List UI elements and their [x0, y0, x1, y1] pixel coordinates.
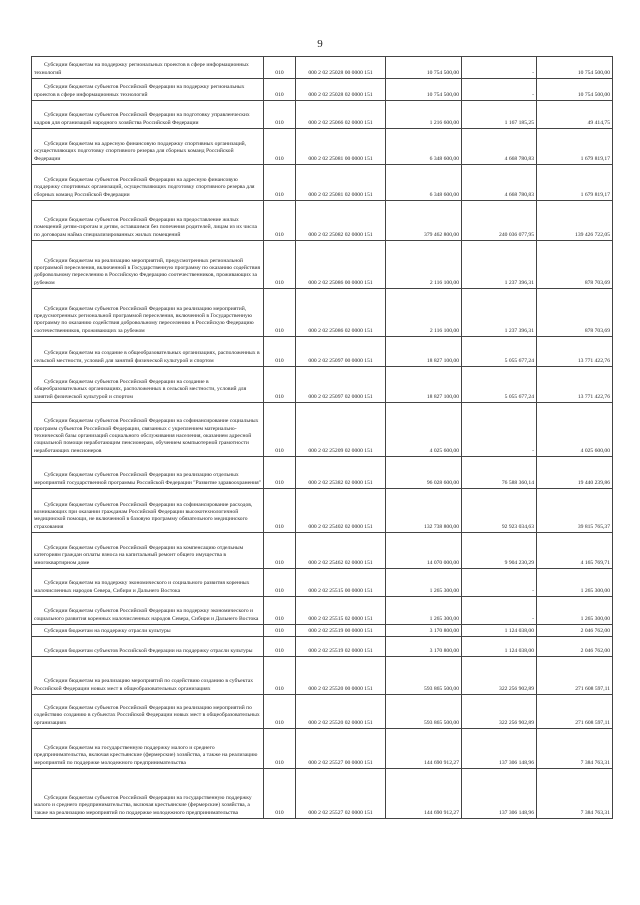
row-executed-amount-cell [462, 533, 537, 569]
table-row [32, 79, 613, 101]
row-line-code-cell [264, 403, 296, 457]
row-budget-code-cell [296, 729, 386, 769]
row-name: Субсидии бюджетам на поддержку экономического и социального развития коренных малочисленных народов Севера, Сибири и Дальнего Востока [34, 580, 250, 594]
row-unexecuted-amount-cell [537, 729, 613, 769]
row-executed-amount: 5 055 677,24 [504, 393, 534, 400]
row-approved-amount-cell [386, 695, 462, 729]
table-row [32, 533, 613, 569]
row-budget-code-cell [296, 769, 386, 819]
row-name-cell [32, 769, 264, 819]
row-approved-amount-cell [386, 289, 462, 337]
row-executed-amount-cell [462, 367, 537, 403]
table-row [32, 403, 613, 457]
table-row [32, 657, 613, 695]
row-budget-code: 000 2 02 25066 02 0000 151 [308, 119, 373, 126]
row-unexecuted-amount-cell [537, 57, 613, 79]
row-unexecuted-amount-cell [537, 101, 613, 129]
row-executed-amount: 240 036 077,95 [499, 231, 534, 238]
row-line-code: 010 [275, 191, 284, 198]
row-approved-amount: 2 116 100,00 [429, 327, 459, 334]
row-name: Субсидия бюджетам на поддержку отрасли культуры [44, 627, 171, 634]
row-line-code: 010 [275, 627, 284, 634]
row-name-cell [32, 241, 264, 289]
row-executed-amount: - [532, 447, 534, 454]
row-name: Субсидии бюджетам субъектов Российской Федерации на софинансирование расходов, возникающих при оказании гражданам Российской Федерации высокотехнологичной медицинской помощи, не включенной в базовую программу обязательного медицинского страхования [34, 501, 253, 530]
row-name: Субсидии бюджетам субъектов Российской Федерации на предоставление жилых помещений детям-сиротам и детям, оставшимся без попечения родителей, лицам из их числа по договорам найма специализированных жилых помещений [34, 216, 257, 238]
row-approved-amount-cell [386, 769, 462, 819]
row-unexecuted-amount-cell [537, 533, 613, 569]
row-approved-amount: 4 025 600,00 [429, 447, 459, 454]
table-row [32, 625, 613, 637]
row-name-cell [32, 129, 264, 165]
row-budget-code-cell [296, 457, 386, 489]
row-budget-code: 000 2 02 25520 02 0000 151 [308, 719, 373, 726]
table-row [32, 57, 613, 79]
row-budget-code-cell [296, 569, 386, 597]
row-budget-code-cell [296, 79, 386, 101]
row-approved-amount-cell [386, 489, 462, 533]
row-approved-amount-cell [386, 201, 462, 241]
row-approved-amount: 6 348 600,00 [429, 191, 459, 198]
row-name-cell [32, 625, 264, 637]
row-approved-amount: 10 754 500,00 [426, 69, 459, 76]
row-name-cell [32, 165, 264, 201]
row-approved-amount-cell [386, 457, 462, 489]
row-executed-amount-cell [462, 337, 537, 367]
row-line-code: 010 [275, 759, 284, 766]
row-budget-code: 000 2 02 25527 00 0000 151 [308, 759, 373, 766]
row-line-code-cell [264, 625, 296, 637]
row-approved-amount-cell [386, 657, 462, 695]
row-approved-amount-cell [386, 241, 462, 289]
row-unexecuted-amount: 10 754 500,00 [577, 69, 610, 76]
row-approved-amount: 593 865 500,00 [424, 719, 459, 726]
row-approved-amount: 379 462 800,00 [424, 231, 459, 238]
table-row [32, 569, 613, 597]
row-name-cell [32, 337, 264, 367]
row-name-cell [32, 695, 264, 729]
row-approved-amount-cell [386, 533, 462, 569]
row-unexecuted-amount-cell [537, 337, 613, 367]
table-row [32, 489, 613, 533]
row-approved-amount-cell [386, 165, 462, 201]
row-line-code-cell [264, 569, 296, 597]
row-executed-amount-cell [462, 241, 537, 289]
row-unexecuted-amount-cell [537, 625, 613, 637]
row-budget-code: 000 2 02 25527 02 0000 151 [308, 809, 373, 816]
row-budget-code-cell [296, 597, 386, 625]
row-unexecuted-amount-cell [537, 129, 613, 165]
row-budget-code: 000 2 02 25519 00 0000 151 [308, 627, 373, 634]
row-name: Субсидии бюджетам субъектов Российской Федерации на создание в общеобразовательных организациях, расположенных в сельской местности, условий для занятий физической культурой и спортом [34, 378, 247, 400]
row-line-code-cell [264, 337, 296, 367]
row-name-cell [32, 489, 264, 533]
row-line-code-cell [264, 637, 296, 657]
row-name: Субсидии бюджетам субъектов Российской Федерации на компенсацию отдельным категориям граждан оплаты взноса на капитальный ремонт общего имущества в многоквартирном доме [34, 544, 244, 566]
row-budget-code-cell [296, 57, 386, 79]
row-name: Субсидии бюджетам субъектов Российской Федерации на реализацию мероприятий, предусмотренных региональной программой переселения, включенной в Государственную программу по оказанию содействия добровольному переселению в Российскую Федерацию соотечественников, проживающих за рубежом [34, 305, 254, 334]
row-budget-code: 000 2 02 25515 00 0000 151 [308, 587, 373, 594]
row-name-cell [32, 79, 264, 101]
row-unexecuted-amount-cell [537, 367, 613, 403]
row-unexecuted-amount: 4 025 600,00 [580, 447, 610, 454]
row-name: Субсидии бюджетам на адресную финансовую поддержку спортивных организаций, осуществляющих подготовку спортивного резерва для сборных команд Российской Федерации [34, 140, 247, 162]
row-executed-amount-cell [462, 769, 537, 819]
row-budget-code: 000 2 02 25382 02 0000 151 [308, 479, 373, 486]
row-executed-amount-cell [462, 79, 537, 101]
row-budget-code-cell [296, 289, 386, 337]
row-name: Субсидии бюджетам на поддержку региональных проектов в сфере информационных технологий [34, 62, 249, 76]
row-executed-amount: 322 256 902,89 [499, 719, 534, 726]
row-executed-amount: 76 588 360,14 [501, 479, 534, 486]
row-line-code-cell [264, 367, 296, 403]
row-budget-code-cell [296, 337, 386, 367]
row-approved-amount: 144 690 912,27 [424, 759, 459, 766]
row-budget-code: 000 2 02 25028 00 0000 151 [308, 69, 373, 76]
row-line-code-cell [264, 769, 296, 819]
row-executed-amount-cell [462, 129, 537, 165]
row-budget-code-cell [296, 241, 386, 289]
row-executed-amount-cell [462, 695, 537, 729]
row-executed-amount-cell [462, 201, 537, 241]
row-approved-amount-cell [386, 625, 462, 637]
row-line-code: 010 [275, 69, 284, 76]
table-row [32, 165, 613, 201]
row-budget-code: 000 2 02 25209 02 0000 151 [308, 447, 373, 454]
row-line-code-cell [264, 533, 296, 569]
row-unexecuted-amount: 878 703,69 [584, 327, 610, 334]
row-executed-amount: 1 124 038,00 [504, 647, 534, 654]
row-executed-amount: 1 237 396,31 [504, 327, 534, 334]
table-row [32, 367, 613, 403]
row-budget-code-cell [296, 101, 386, 129]
row-budget-code: 000 2 02 25081 02 0000 151 [308, 191, 373, 198]
row-budget-code: 000 2 02 25097 02 0000 151 [308, 393, 373, 400]
row-unexecuted-amount: 271 608 597,11 [575, 719, 610, 726]
row-budget-code-cell [296, 201, 386, 241]
row-executed-amount: 1 167 185,25 [504, 119, 534, 126]
table-row [32, 597, 613, 625]
row-approved-amount-cell [386, 637, 462, 657]
row-line-code-cell [264, 289, 296, 337]
row-executed-amount-cell [462, 289, 537, 337]
row-unexecuted-amount-cell [537, 165, 613, 201]
row-unexecuted-amount: 4 165 769,71 [580, 559, 610, 566]
row-executed-amount-cell [462, 165, 537, 201]
row-approved-amount: 10 754 500,00 [426, 91, 459, 98]
row-unexecuted-amount: 19 440 239,86 [577, 479, 610, 486]
row-name-cell [32, 57, 264, 79]
row-approved-amount: 3 170 800,00 [429, 627, 459, 634]
row-name: Субсидии бюджетам субъектов Российской Федерации на адресную финансовую поддержку спортивных организаций, осуществляющих подготовку спортивного резерва для сборных команд Российской Федерации [34, 176, 255, 198]
table-row [32, 695, 613, 729]
row-line-code: 010 [275, 809, 284, 816]
row-line-code: 010 [275, 155, 284, 162]
row-budget-code-cell [296, 695, 386, 729]
row-approved-amount-cell [386, 101, 462, 129]
row-unexecuted-amount-cell [537, 657, 613, 695]
row-name: Субсидия бюджетам субъектов Российской Федерации на поддержку отрасли культуры [44, 647, 253, 654]
row-name: Субсидии бюджетам субъектов Российской Федерации на софинансирование социальных программ субъектов Российской Федерации, связанных с укреплением материально-технической базы организаций социального обслуживания населения, оказанием адресной социальной помощи неработающим пенсионерам, обучением компьютерной грамотности неработающих пенсионеров [34, 418, 259, 454]
row-line-code: 010 [275, 119, 284, 126]
row-budget-code: 000 2 02 25515 02 0000 151 [308, 615, 373, 622]
row-budget-code: 000 2 02 25462 02 0000 151 [308, 559, 373, 566]
row-line-code: 010 [275, 719, 284, 726]
table-row [32, 337, 613, 367]
row-unexecuted-amount-cell [537, 489, 613, 533]
row-approved-amount: 2 116 100,00 [429, 279, 459, 286]
row-budget-code-cell [296, 489, 386, 533]
table-body [32, 57, 613, 819]
table-row [32, 289, 613, 337]
row-unexecuted-amount-cell [537, 569, 613, 597]
row-unexecuted-amount: 7 384 763,31 [580, 809, 610, 816]
row-approved-amount: 96 028 600,00 [426, 479, 459, 486]
row-line-code: 010 [275, 479, 284, 486]
row-name-cell [32, 457, 264, 489]
row-line-code: 010 [275, 91, 284, 98]
row-executed-amount-cell [462, 101, 537, 129]
row-line-code-cell [264, 457, 296, 489]
row-unexecuted-amount-cell [537, 79, 613, 101]
row-executed-amount-cell [462, 569, 537, 597]
row-name: Субсидии бюджетам на реализацию мероприятий, предусмотренных региональной программой переселения, включенной в Государственную программу по оказанию содействия добровольному переселению в Российскую Федерацию соотечественников, проживающих за рубежом [34, 257, 261, 286]
row-unexecuted-amount: 13 771 422,76 [577, 393, 610, 400]
row-approved-amount-cell [386, 129, 462, 165]
row-budget-code: 000 2 02 25086 00 0000 151 [308, 279, 373, 286]
row-name: Субсидии бюджетам субъектов Российской Федерации на поддержку экономического и социального развития коренных малочисленных народов Севера, Сибири и Дальнего Востока [34, 608, 259, 622]
row-unexecuted-amount: 1 679 819,17 [580, 155, 610, 162]
row-line-code-cell [264, 657, 296, 695]
row-unexecuted-amount: 49 414,75 [587, 119, 610, 126]
row-executed-amount: 5 055 677,24 [504, 357, 534, 364]
row-line-code-cell [264, 489, 296, 533]
row-name: Субсидии бюджетам субъектов Российской Федерации на реализацию отдельных мероприятий государственной программы Российской Федерации "Развитие здравоохранения" [34, 472, 261, 486]
row-approved-amount: 132 738 800,00 [424, 523, 459, 530]
row-unexecuted-amount-cell [537, 241, 613, 289]
row-unexecuted-amount-cell [537, 201, 613, 241]
row-executed-amount: 137 306 148,96 [499, 809, 534, 816]
row-unexecuted-amount: 10 754 500,00 [577, 91, 610, 98]
page-number: 9 [317, 38, 323, 50]
row-approved-amount: 18 827 100,00 [426, 357, 459, 364]
row-line-code-cell [264, 729, 296, 769]
row-name: Субсидии бюджетам на реализацию мероприятий по содействию созданию в субъектах Российской Федерации новых мест в общеобразовательных организациях [34, 678, 254, 692]
row-executed-amount: 137 306 148,96 [499, 759, 534, 766]
row-name-cell [32, 569, 264, 597]
table-row [32, 637, 613, 657]
row-line-code: 010 [275, 357, 284, 364]
row-budget-code-cell [296, 165, 386, 201]
row-unexecuted-amount-cell [537, 403, 613, 457]
row-executed-amount: - [532, 91, 534, 98]
table-row [32, 129, 613, 165]
row-unexecuted-amount: 878 703,69 [584, 279, 610, 286]
row-unexecuted-amount: 139 426 722,05 [575, 231, 610, 238]
row-executed-amount-cell [462, 403, 537, 457]
row-line-code: 010 [275, 615, 284, 622]
row-budget-code-cell [296, 533, 386, 569]
row-line-code: 010 [275, 231, 284, 238]
row-executed-amount-cell [462, 729, 537, 769]
row-line-code: 010 [275, 327, 284, 334]
row-line-code-cell [264, 129, 296, 165]
row-unexecuted-amount: 2 046 762,00 [580, 627, 610, 634]
row-name-cell [32, 101, 264, 129]
row-budget-code-cell [296, 625, 386, 637]
row-budget-code: 000 2 02 25028 02 0000 151 [308, 91, 373, 98]
row-approved-amount: 1 216 600,00 [429, 119, 459, 126]
row-name-cell [32, 201, 264, 241]
row-executed-amount: 4 668 780,83 [504, 191, 534, 198]
row-executed-amount: 9 904 230,29 [504, 559, 534, 566]
row-unexecuted-amount-cell [537, 289, 613, 337]
row-executed-amount: - [532, 69, 534, 76]
row-line-code-cell [264, 241, 296, 289]
row-unexecuted-amount: 7 384 763,31 [580, 759, 610, 766]
row-name-cell [32, 597, 264, 625]
row-line-code-cell [264, 165, 296, 201]
row-line-code: 010 [275, 393, 284, 400]
row-executed-amount-cell [462, 489, 537, 533]
row-unexecuted-amount: 1 679 819,17 [580, 191, 610, 198]
row-approved-amount-cell [386, 79, 462, 101]
row-approved-amount: 1 265 300,00 [429, 587, 459, 594]
row-name: Субсидии бюджетам субъектов Российской Федерации на поддержку региональных проектов в сфере информационных технологий [34, 84, 245, 98]
row-unexecuted-amount: 39 815 765,37 [577, 523, 610, 530]
row-budget-code-cell [296, 403, 386, 457]
table-row [32, 101, 613, 129]
row-name-cell [32, 533, 264, 569]
row-approved-amount: 1 265 300,00 [429, 615, 459, 622]
row-line-code: 010 [275, 647, 284, 654]
row-name: Субсидии бюджетам субъектов Российской Федерации на подготовку управленческих кадров для организаций народного хозяйства Российской Федерации [34, 112, 250, 126]
row-budget-code: 000 2 02 25082 02 0000 151 [308, 231, 373, 238]
row-budget-code-cell [296, 129, 386, 165]
row-line-code: 010 [275, 279, 284, 286]
row-executed-amount: 1 124 038,00 [504, 627, 534, 634]
row-approved-amount: 3 170 800,00 [429, 647, 459, 654]
row-executed-amount-cell [462, 657, 537, 695]
row-approved-amount: 593 865 500,00 [424, 685, 459, 692]
row-budget-code: 000 2 02 25402 02 0000 151 [308, 523, 373, 530]
row-approved-amount: 18 827 100,00 [426, 393, 459, 400]
row-unexecuted-amount-cell [537, 597, 613, 625]
row-approved-amount-cell [386, 337, 462, 367]
row-name-cell [32, 637, 264, 657]
row-budget-code: 000 2 02 25097 00 0000 151 [308, 357, 373, 364]
row-line-code-cell [264, 597, 296, 625]
row-name-cell [32, 403, 264, 457]
row-approved-amount-cell [386, 569, 462, 597]
row-name-cell [32, 657, 264, 695]
table-row [32, 457, 613, 489]
row-unexecuted-amount-cell [537, 695, 613, 729]
row-budget-code: 000 2 02 25520 00 0000 151 [308, 685, 373, 692]
row-approved-amount: 14 070 000,00 [426, 559, 459, 566]
row-unexecuted-amount: 271 608 597,11 [575, 685, 610, 692]
row-unexecuted-amount: 13 771 422,76 [577, 357, 610, 364]
row-approved-amount-cell [386, 57, 462, 79]
row-executed-amount: 1 237 396,31 [504, 279, 534, 286]
row-executed-amount: - [532, 615, 534, 622]
table-row [32, 201, 613, 241]
row-unexecuted-amount-cell [537, 457, 613, 489]
row-unexecuted-amount: 1 265 300,00 [580, 615, 610, 622]
row-budget-code: 000 2 02 25086 02 0000 151 [308, 327, 373, 334]
row-approved-amount: 144 690 912,27 [424, 809, 459, 816]
row-executed-amount-cell [462, 625, 537, 637]
row-line-code: 010 [275, 523, 284, 530]
row-unexecuted-amount-cell [537, 769, 613, 819]
row-budget-code: 000 2 02 25519 02 0000 151 [308, 647, 373, 654]
row-unexecuted-amount: 2 046 762,00 [580, 647, 610, 654]
row-name-cell [32, 367, 264, 403]
table-row [32, 729, 613, 769]
row-line-code-cell [264, 79, 296, 101]
row-line-code-cell [264, 695, 296, 729]
row-line-code: 010 [275, 587, 284, 594]
row-approved-amount-cell [386, 403, 462, 457]
row-line-code: 010 [275, 559, 284, 566]
table-row [32, 769, 613, 819]
row-name: Субсидии бюджетам на создание в общеобразовательных организациях, расположенных в сельской местности, условий для занятий физической культурой и спортом [34, 350, 260, 364]
row-approved-amount-cell [386, 597, 462, 625]
row-name-cell [32, 729, 264, 769]
row-executed-amount: - [532, 587, 534, 594]
row-executed-amount-cell [462, 597, 537, 625]
row-name-cell [32, 289, 264, 337]
row-executed-amount: 4 668 780,83 [504, 155, 534, 162]
row-approved-amount-cell [386, 729, 462, 769]
row-line-code-cell [264, 57, 296, 79]
row-executed-amount-cell [462, 637, 537, 657]
row-budget-code-cell [296, 367, 386, 403]
row-executed-amount-cell [462, 57, 537, 79]
row-name: Субсидии бюджетам субъектов Российской Федерации на реализацию мероприятий по содействию созданию в субъектах Российской Федерации новых мест в общеобразовательных организациях [34, 704, 260, 726]
row-approved-amount-cell [386, 367, 462, 403]
row-executed-amount: 322 256 902,89 [499, 685, 534, 692]
row-line-code: 010 [275, 685, 284, 692]
row-name: Субсидии бюджетам на государственную поддержку малого и среднего предпринимательства, включая крестьянские (фермерские) хозяйства, а также на реализацию мероприятий по поддержке молодежного предпринимательства [34, 744, 258, 766]
table-row [32, 241, 613, 289]
row-executed-amount-cell [462, 457, 537, 489]
row-executed-amount: 92 923 034,63 [501, 523, 534, 530]
row-line-code: 010 [275, 447, 284, 454]
row-unexecuted-amount-cell [537, 637, 613, 657]
row-approved-amount: 6 348 600,00 [429, 155, 459, 162]
row-budget-code: 000 2 02 25081 00 0000 151 [308, 155, 373, 162]
row-unexecuted-amount: 1 265 300,00 [580, 587, 610, 594]
budget-execution-table [31, 56, 613, 819]
row-budget-code-cell [296, 657, 386, 695]
row-name: Субсидии бюджетам субъектов Российской Федерации на государственную поддержку малого и среднего предпринимательства, включая крестьянские (фермерские) хозяйства, а также на реализацию мероприятий по поддержке молодежного предпринимательства [34, 794, 252, 816]
row-budget-code-cell [296, 637, 386, 657]
row-line-code-cell [264, 101, 296, 129]
row-line-code-cell [264, 201, 296, 241]
